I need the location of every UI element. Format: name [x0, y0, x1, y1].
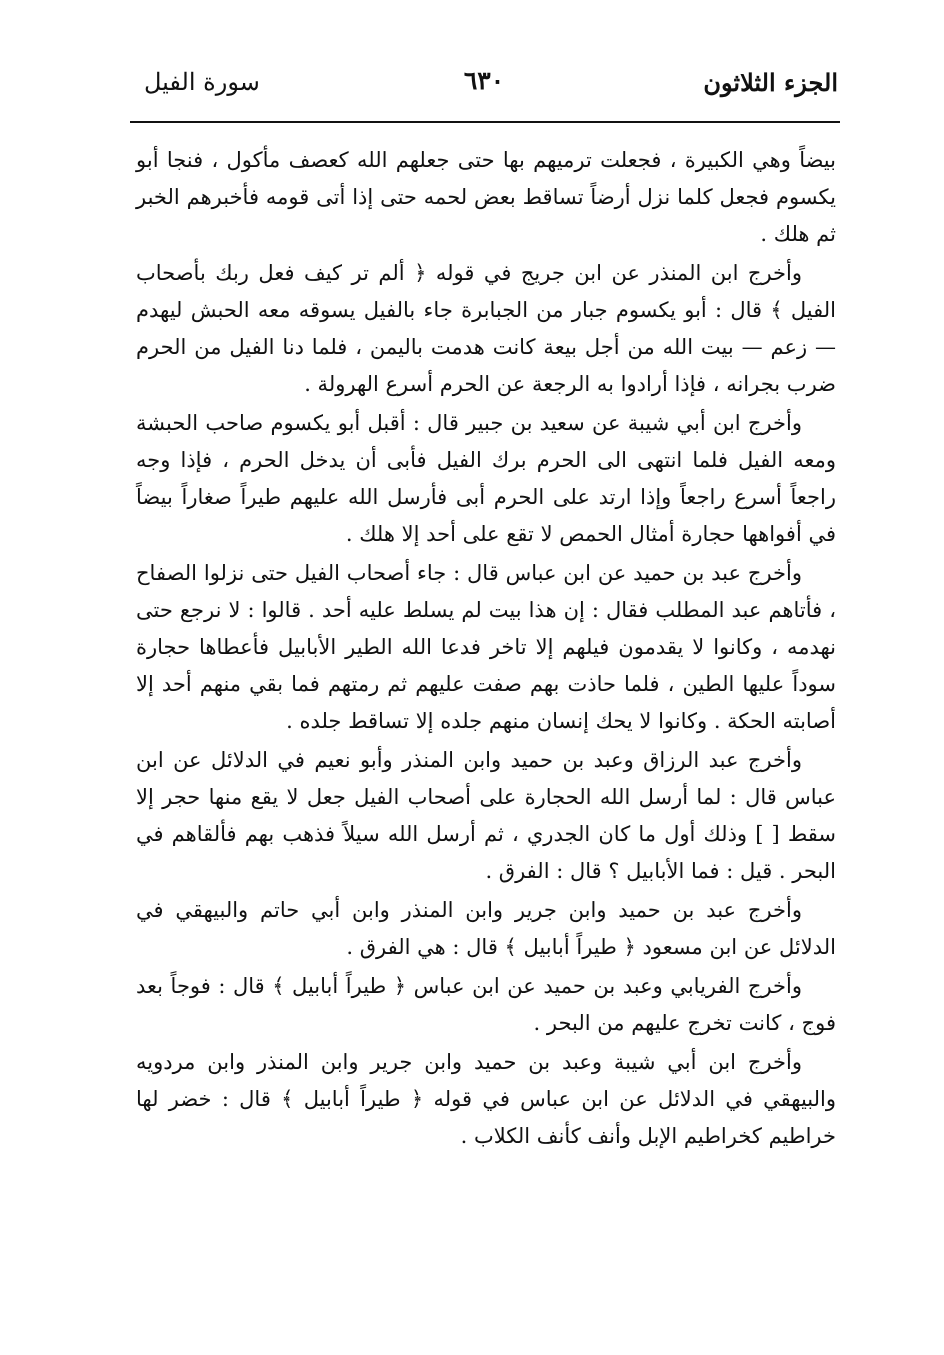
paragraph: وأخرج ابن أبي شيبة عن سعيد بن جبير قال : أقبل أبو يكسوم صاحب الحبشة ومعه الفيل فلما انتهى الى الحرم برك الفيل فأبى أن يدخل الحرم ، فإذا وجه راجعاً أسرع راجعاً وإذا ارتد على الحرم أبى فأرسل الله عليهم طيراً صغاراً بيضاً في أفواهها حجارة أمثال الحمص لا تقع على أحد إلا هلك . [136, 411, 836, 546]
surah-title: سورة الفيل [144, 68, 260, 96]
page-number: ٦٣٠ [463, 66, 505, 95]
page-body [136, 142, 836, 1157]
part-title: الجزء الثلاثون [703, 68, 838, 97]
paragraph: وأخرج ابن أبي شيبة وعبد بن حميد وابن جرير وابن المنذر وابن مردويه والبيهقي في الدلائل عن ابن عباس في قوله ﴿ طيراً أبابيل ﴾ قال : خضر لها خراطيم كخراطيم الإبل وأنف كأنف الكلاب . [136, 1050, 836, 1148]
paragraph: وأخرج عبد بن حميد عن ابن عباس قال : جاء أصحاب الفيل حتى نزلوا الصفاح ، فأتاهم عبد المطلب فقال : إن هذا بيت لم يسلط عليه أحد . قالوا : لا نرجع حتى نهدمه ، وكانوا لا يقدمون فيلهم إلا تاخر فدعا الله الطير الأبابيل فأعطاها حجارة سوداً عليها الطين ، فلما حاذت بهم صفت عليهم ثم رمتهم فما بقي منهم أحد إلا أصابته الحكة . وكانوا لا يحك إنسان منهم جلده إلا تساقط جلده . [136, 561, 836, 733]
page-header [130, 64, 838, 112]
paragraph: وأخرج عبد بن حميد وابن جرير وابن المنذر وابن أبي حاتم والبيهقي في الدلائل عن ابن مسعود ﴿ طيراً أبابيل ﴾ قال : هي الفرق . [136, 898, 836, 959]
paragraph: بيضاً وهي الكبيرة ، فجعلت ترميهم بها حتى جعلهم الله كعصف مأكول ، فنجا أبو يكسوم فجعل كلما نزل أرضاً تساقط بعض لحمه حتى إذا أتى قومه فأخبرهم الخبر ثم هلك . [136, 148, 836, 246]
paragraph: وأخرج الفريابي وعبد بن حميد عن ابن عباس ﴿ طيراً أبابيل ﴾ قال : فوجاً بعد فوج ، كانت تخرج عليهم من البحر . [136, 974, 836, 1035]
paragraph: وأخرج عبد الرزاق وعبد بن حميد وابن المنذر وأبو نعيم في الدلائل عن ابن عباس قال : لما أرسل الله الحجارة على أصحاب الفيل جعل لا يقع منها حجر إلا سقط [ ] وذلك أول ما كان الجدري ، ثم أرسل الله سيلاً فذهب بهم فألقاهم في البحر . قيل : فما الأبابيل ؟ قال : الفرق . [136, 748, 836, 883]
header-divider [130, 121, 840, 123]
paragraph: وأخرج ابن المنذر عن ابن جريج في قوله ﴿ ألم تر كيف فعل ربك بأصحاب الفيل ﴾ قال : أبو يكسوم جبار من الجبابرة جاء بالفيل يسوقه معه الحبش ليهدم — زعم — بيت الله من أجل بيعة كانت هدمت باليمن ، فلما دنا الفيل من الحرم ضرب بجرانه ، فإذا أرادوا به الرجعة عن الحرم أسرع الهرولة . [136, 261, 836, 396]
